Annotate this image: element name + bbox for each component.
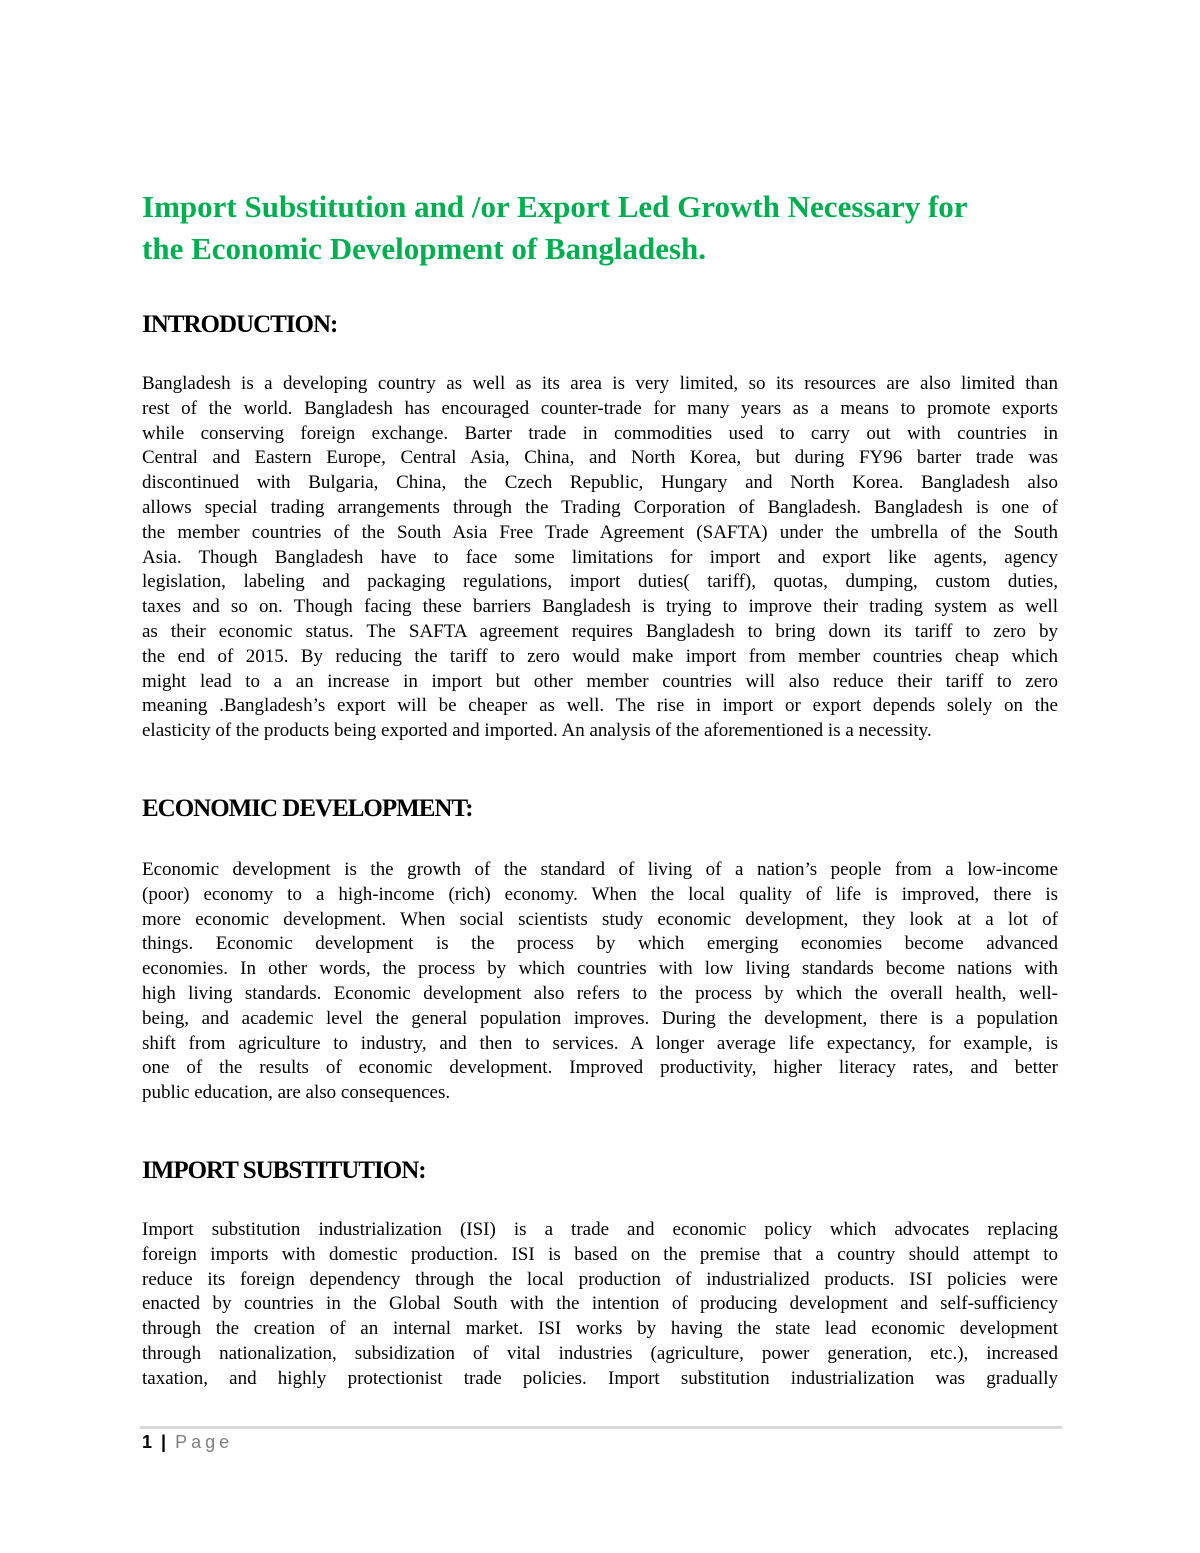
text-line: Asia. Though Bangladesh have to face some limitations for import and export like agents, agency — [142, 546, 1058, 568]
text-line: reduce its foreign dependency through the local production of industrialized products. ISI policies were — [142, 1268, 1058, 1290]
heading-introduction: INTRODUCTION: — [142, 311, 338, 338]
text-line: Import substitution industrialization (ISI) is a trade and economic policy which advocates replacing — [142, 1219, 1058, 1240]
text-line: Central and Eastern Europe, Central Asia, China, and North Korea, but during FY96 barter trade was — [142, 447, 1058, 469]
text-line: high living standards. Economic development also refers to the process by which the overall health, well- — [142, 982, 1058, 1004]
text-line: more economic development. When social scientists study economic development, they look at a lot of — [142, 908, 1058, 930]
text-line: Bangladesh is a developing country as well as its area is very limited, so its resources are also limited than — [142, 373, 1058, 394]
text-line: meaning .Bangladesh’s export will be cheaper as well. The rise in import or export depends solely on the — [142, 695, 1058, 717]
text-line: elasticity of the products being exported and imported. An analysis of the aforementioned is a necessity. — [142, 720, 932, 742]
title-line: the Economic Development of Bangladesh. — [142, 231, 707, 266]
text-line: enacted by countries in the Global South with the intention of producing development and self-sufficiency — [142, 1293, 1058, 1315]
text-line: being, and academic level the general population improves. During the development, there is a population — [142, 1007, 1058, 1029]
text-line: one of the results of economic development. Improved productivity, higher literacy rates, and better — [142, 1057, 1058, 1079]
text-line: legislation, labeling and packaging regulations, import duties( tariff), quotas, dumping, custom duties, — [142, 571, 1058, 593]
footer-divider — [140, 1426, 1062, 1429]
document-title — [142, 186, 1082, 270]
paragraph-import-substitution — [142, 1218, 1058, 1392]
text-line: while conserving foreign exchange. Barter trade in commodities used to carry out with countries in — [142, 422, 1058, 444]
text-line: discontinued with Bulgaria, China, the Czech Republic, Hungary and North Korea. Bangladesh also — [142, 472, 1058, 494]
text-line: things. Economic development is the process by which emerging economies become advanced — [142, 933, 1058, 955]
footer-separator: | — [161, 1432, 167, 1452]
text-line: rest of the world. Bangladesh has encouraged counter-trade for many years as a means to promote exports — [142, 397, 1058, 419]
text-line: Economic development is the growth of the standard of living of a nation’s people from a low-income — [142, 859, 1058, 880]
text-line: taxes and so on. Though facing these barriers Bangladesh is trying to improve their trading system as well — [142, 596, 1058, 618]
heading-economic-development: ECONOMIC DEVELOPMENT: — [142, 795, 473, 822]
paragraph-introduction — [142, 372, 1058, 744]
text-line: public education, are also consequences. — [142, 1082, 451, 1104]
text-line: the member countries of the South Asia Free Trade Agreement (SAFTA) under the umbrella of the South — [142, 521, 1058, 543]
text-line: the end of 2015. By reducing the tariff to zero would make import from member countries cheap which — [142, 645, 1058, 667]
text-line: taxation, and highly protectionist trade policies. Import substitution industrialization was gradually — [142, 1367, 1058, 1389]
text-line: allows special trading arrangements through the Trading Corporation of Bangladesh. Bangladesh is one of — [142, 496, 1058, 518]
text-line: through the creation of an internal market. ISI works by having the state lead economic development — [142, 1318, 1058, 1340]
page-label: Page — [175, 1432, 234, 1452]
text-line: as their economic status. The SAFTA agreement requires Bangladesh to bring down its tariff to zero by — [142, 620, 1058, 642]
title-line: Import Substitution and /or Export Led Growth Necessary for — [142, 189, 968, 224]
text-line: shift from agriculture to industry, and then to services. A longer average life expectancy, for example, is — [142, 1032, 1058, 1054]
text-line: foreign imports with domestic production. ISI is based on the premise that a country should attempt to — [142, 1243, 1058, 1265]
text-line: might lead to a an increase in import but other member countries will also reduce their tariff to zero — [142, 670, 1058, 692]
text-line: (poor) economy to a high-income (rich) economy. When the local quality of life is improved, there is — [142, 883, 1058, 905]
text-line: economies. In other words, the process by which countries with low living standards become nations with — [142, 958, 1058, 980]
text-line: through nationalization, subsidization of vital industries (agriculture, power generation, etc.), increased — [142, 1342, 1058, 1364]
page-number: 1 — [142, 1432, 153, 1452]
paragraph-economic-development — [142, 858, 1058, 1106]
page-footer — [142, 1432, 233, 1453]
heading-import-substitution: IMPORT SUBSTITUTION: — [142, 1157, 426, 1184]
